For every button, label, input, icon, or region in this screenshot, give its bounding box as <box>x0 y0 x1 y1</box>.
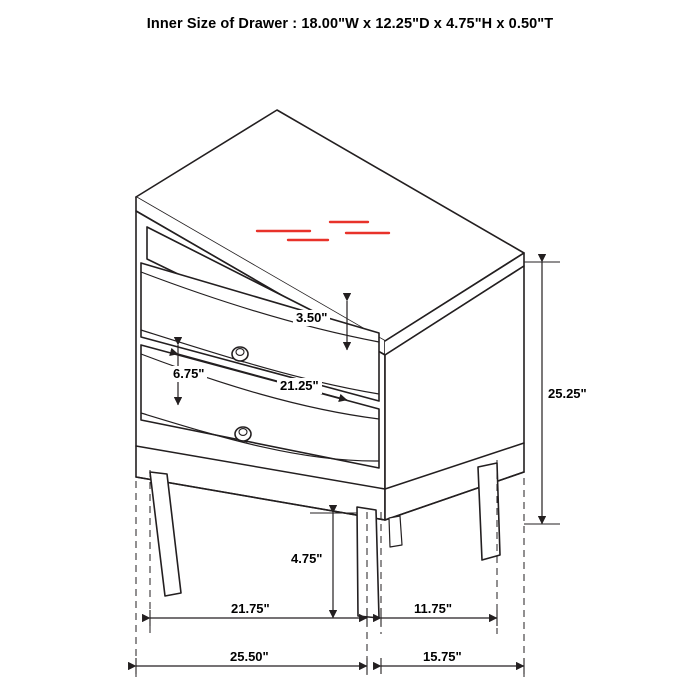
dim-label-drawer-front-height: 6.75" <box>170 366 207 382</box>
dim-label-side-depth: 11.75" <box>411 601 455 617</box>
drawer-knob-upper <box>232 347 248 362</box>
leg-back-left <box>389 516 402 547</box>
drawer-knob-lower <box>235 427 251 442</box>
dim-label-front-width: 21.75" <box>228 601 273 617</box>
page-title: Inner Size of Drawer : 18.00"W x 12.25"D x 4.75"H x 0.50"T <box>146 16 554 32</box>
dim-label-shelf-opening-height: 3.50" <box>293 310 330 326</box>
leg-front-left <box>150 472 181 596</box>
dim-label-overall-width: 25.50" <box>227 649 272 665</box>
dim-label-drawer-front-width: 21.25" <box>277 378 322 394</box>
dim-label-total-height: 25.25" <box>545 386 590 402</box>
leg-front-center <box>357 507 379 618</box>
dim-label-leg-height: 4.75" <box>288 551 325 567</box>
dim-label-overall-depth: 15.75" <box>420 649 465 665</box>
